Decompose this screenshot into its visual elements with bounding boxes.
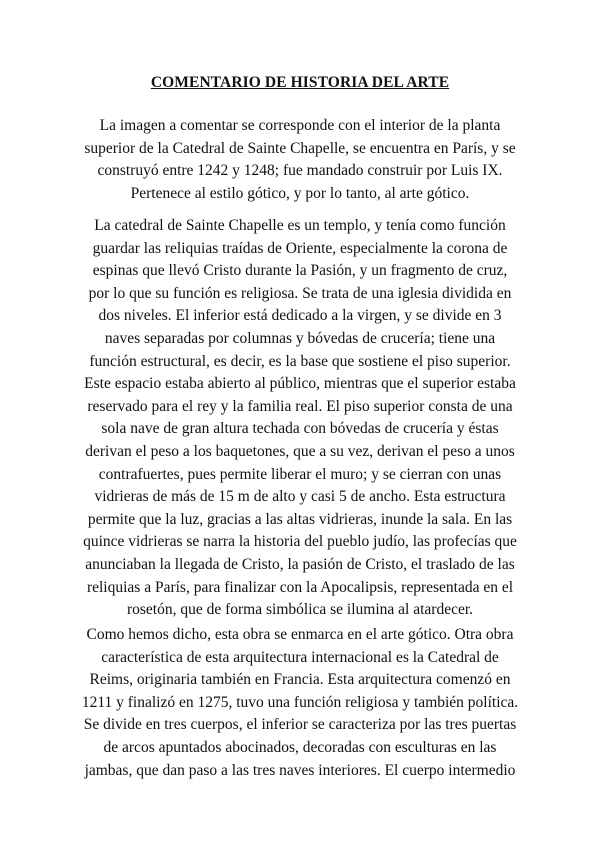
paragraph-line: anunciaban la llegada de Cristo, la pasión de Cristo, el traslado de las (85, 555, 515, 573)
paragraph-line: guardar las reliquias traídas de Oriente, especialmente la corona de (92, 239, 508, 257)
paragraph-line: Pertenece al estilo gótico, y por lo tanto, al arte gótico. (130, 184, 470, 202)
paragraph-line: espinas que llevó Cristo durante la Pasión, y un fragmento de cruz, (92, 262, 508, 280)
paragraph-line: Este espacio estaba abierto al público, mientras que el superior estaba (84, 375, 516, 393)
paragraph-line: jambas, que dan paso a las tres naves interiores. El cuerpo intermedio (84, 761, 516, 779)
paragraph-line: Se divide en tres cuerpos, el inferior se caracteriza por las tres puertas (83, 716, 517, 734)
document-title: COMENTARIO DE HISTORIA DEL ARTE (150, 74, 450, 91)
paragraph-line: función estructural, es decir, es la base que sostiene el piso superior. (89, 352, 511, 370)
paragraph-line: permite que la luz, gracias a las altas vidrieras, inunde la sala. En las (87, 510, 513, 528)
paragraph-line: superior de la Catedral de Sainte Chapelle, se encuentra en París, y se (84, 139, 516, 157)
paragraph-line: La imagen a comentar se corresponde con el interior de la planta (99, 117, 501, 134)
paragraph-line: 1211 y finalizó en 1275, tuvo una función religiosa y también política. (81, 693, 519, 711)
paragraph-comparison (72, 624, 528, 782)
paragraph-line: quince vidrieras se narra la historia del pueblo judío, las profecías que (83, 533, 517, 551)
paragraph-line: reliquias a París, para finalizar con la Apocalipsis, representada en el (86, 578, 514, 596)
paragraph-line: por lo que su función es religiosa. Se trata de una iglesia dividida en (88, 284, 512, 302)
paragraph-line: Reims, originaria también en Francia. Esta arquitectura comenzó en (89, 671, 511, 689)
paragraph-line: construyó entre 1242 y 1248; fue mandado construir por Luis IX. (97, 162, 503, 180)
paragraph-line: La catedral de Sainte Chapelle es un templo, y tenía como función (94, 217, 506, 234)
paragraph-line: sola nave de gran altura techada con bóvedas de crucería y éstas (101, 420, 499, 438)
paragraph-line: naves separadas por columnas y bóvedas de crucería; tiene una (104, 329, 496, 347)
paragraph-line: dos niveles. El inferior está dedicado a la virgen, y se divide en 3 (98, 307, 502, 325)
paragraph-line: reservado para el rey y la familia real. El piso superior consta de una (87, 397, 513, 415)
paragraph-description (72, 215, 528, 622)
paragraph-line: característica de esta arquitectura internacional es la Catedral de (101, 648, 499, 666)
paragraph-line: contrafuertes, pues permite liberar el muro; y se cierran con unas (98, 465, 502, 483)
paragraph-line: vidrieras de más de 15 m de alto y casi 5 de ancho. Esta estructura (94, 488, 506, 506)
paragraph-introduction (72, 115, 528, 205)
paragraph-line: rosetón, que de forma simbólica se ilumina al atardecer. (126, 601, 474, 619)
paragraph-line: de arcos apuntados abocinados, decoradas con esculturas en las (103, 738, 497, 756)
paragraph-line: Como hemos dicho, esta obra se enmarca en el arte gótico. Otra obra (86, 626, 514, 643)
paragraph-line: derivan el peso a los baquetones, que a su vez, derivan el peso a unos (85, 442, 515, 460)
